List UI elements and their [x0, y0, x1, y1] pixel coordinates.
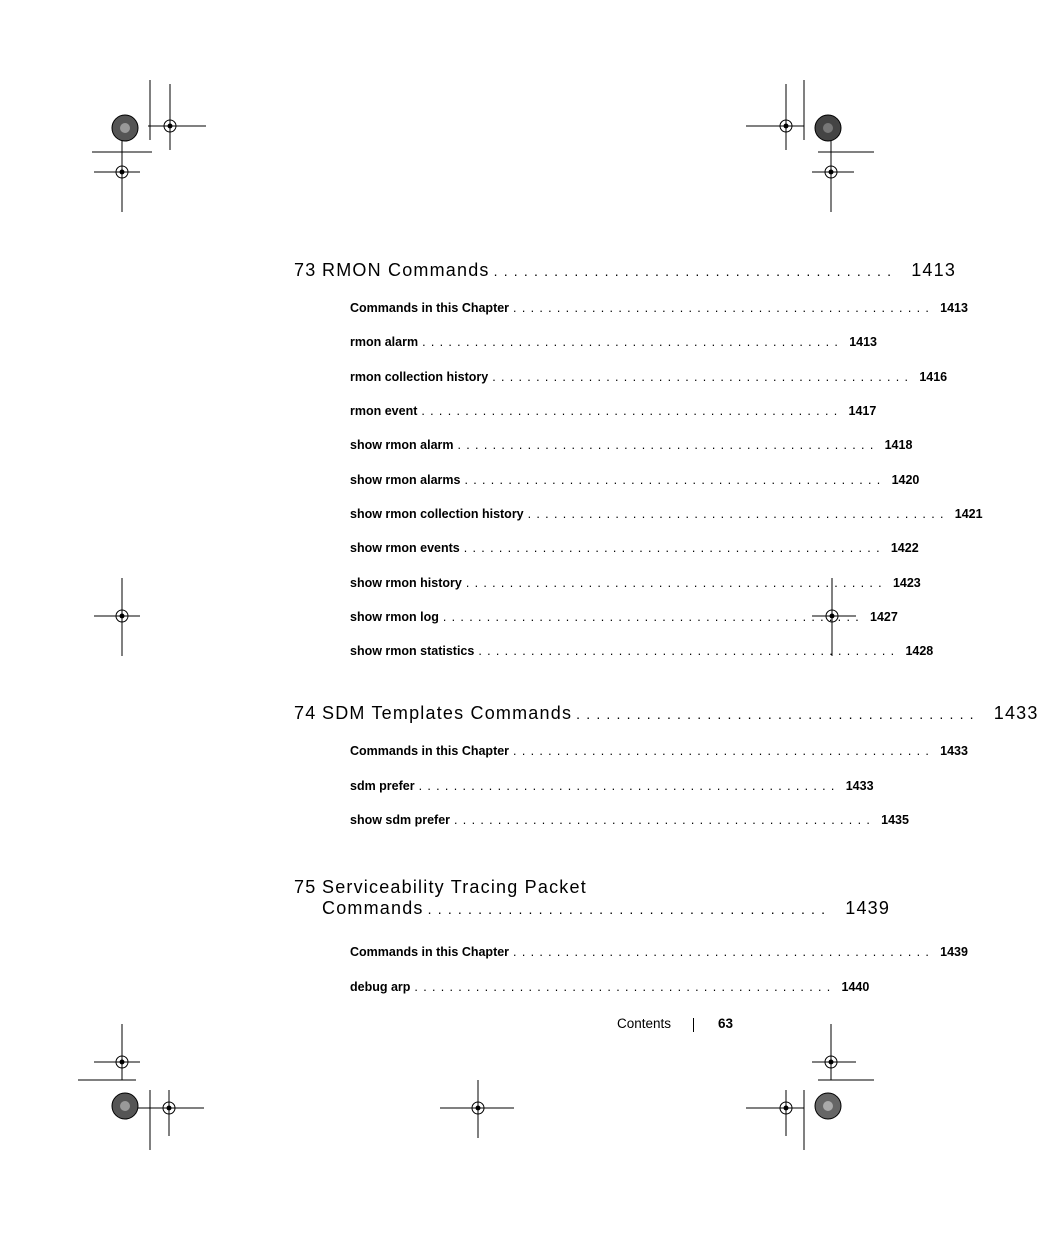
toc-entry[interactable]: [350, 325, 878, 359]
chapter-title-line1[interactable]: Serviceability Tracing Packet: [322, 877, 587, 898]
chapter-75-entries: [350, 935, 968, 1004]
dot-leader: ................................................: [463, 541, 885, 556]
toc-entry[interactable]: [350, 394, 877, 428]
dot-leader: ................................................: [442, 609, 864, 624]
dot-leader: ................................................: [414, 979, 836, 994]
chapter-73-entries: [350, 291, 983, 668]
entry-page[interactable]: 1440: [841, 979, 870, 994]
dot-leader: ................................................: [454, 813, 876, 827]
chapter-number: 75: [294, 877, 317, 898]
chapter-title-line2[interactable]: Commands: [322, 898, 424, 919]
registration-mark-top-left: [92, 80, 212, 212]
entry-page[interactable]: 1417: [848, 404, 877, 419]
chapter-73: [294, 255, 983, 668]
entry-page[interactable]: 1433: [940, 744, 968, 759]
entry-page[interactable]: 1422: [890, 541, 919, 556]
chapter-number: 74: [294, 703, 317, 724]
dot-leader: ................................................: [478, 644, 900, 659]
dot-leader: ................................................: [418, 778, 840, 793]
entry-page[interactable]: 1423: [892, 575, 921, 590]
entry-page[interactable]: 1421: [954, 506, 983, 521]
entry-page[interactable]: 1413: [849, 335, 878, 350]
dot-leader: ................................................: [492, 369, 914, 384]
chapter-page[interactable]: 1439: [845, 898, 891, 919]
entry-page[interactable]: 1418: [884, 438, 913, 453]
page-footer: [590, 1014, 740, 1034]
toc-entry[interactable]: [350, 291, 968, 325]
toc-entry[interactable]: [350, 803, 909, 837]
entry-page[interactable]: 1439: [940, 945, 968, 960]
toc-entry[interactable]: [350, 600, 898, 634]
entry-label[interactable]: sdm prefer: [350, 778, 415, 793]
toc-entry[interactable]: [350, 935, 968, 969]
footer-section: Contents: [617, 1016, 672, 1031]
chapter-page[interactable]: 1433: [993, 703, 1039, 724]
dot-leader: ................................................: [457, 438, 879, 453]
entry-page[interactable]: 1435: [881, 813, 909, 827]
dot-leader: ................................................: [422, 335, 844, 350]
toc-entry[interactable]: [350, 428, 913, 462]
chapter-title[interactable]: SDM Templates Commands: [322, 703, 573, 724]
toc-entry[interactable]: [350, 360, 948, 394]
entry-page[interactable]: 1416: [919, 369, 948, 384]
registration-mark-bottom-center: [438, 1080, 518, 1140]
page-number: 63: [718, 1016, 734, 1031]
entry-page[interactable]: 1433: [845, 778, 874, 793]
entry-label[interactable]: Commands in this Chapter: [350, 744, 510, 759]
entry-page[interactable]: 1413: [940, 301, 968, 316]
entry-label[interactable]: rmon event: [350, 404, 418, 419]
registration-mark-mid-left: [92, 578, 152, 656]
entry-label[interactable]: show sdm prefer: [350, 813, 451, 827]
chapter-number: 73: [294, 260, 317, 280]
toc-entry[interactable]: [350, 531, 919, 565]
dot-leader: ................................................: [513, 744, 935, 759]
entry-page[interactable]: 1428: [905, 644, 934, 659]
toc-entry[interactable]: [350, 769, 874, 803]
chapter-74-entries: [350, 734, 968, 837]
dot-leader: ................................................: [513, 945, 935, 960]
toc-entry[interactable]: [350, 497, 983, 531]
chapter-page[interactable]: 1413: [911, 260, 957, 280]
entry-label[interactable]: show rmon statistics: [350, 644, 475, 659]
toc-entry[interactable]: [350, 565, 921, 599]
chapter-74: [294, 698, 1039, 837]
chapter-75: [294, 877, 968, 1004]
footer-separator: [693, 1018, 694, 1032]
entry-label[interactable]: Commands in this Chapter: [350, 301, 510, 316]
dot-leader: ................................................: [421, 404, 843, 419]
entry-label[interactable]: show rmon log: [350, 609, 439, 624]
toc-entry[interactable]: [350, 734, 968, 768]
dot-leader: ................................................: [464, 472, 886, 487]
entry-label[interactable]: show rmon history: [350, 575, 462, 590]
entry-label[interactable]: show rmon events: [350, 541, 460, 556]
entry-label[interactable]: show rmon alarm: [350, 438, 454, 453]
dot-leader: ........................................: [576, 706, 980, 723]
toc-entry[interactable]: [350, 462, 920, 496]
dot-leader: ........................................: [493, 263, 898, 279]
entry-page[interactable]: 1420: [891, 472, 920, 487]
registration-mark-top-right: [742, 80, 877, 212]
registration-mark-bottom-right: [742, 1024, 877, 1154]
dot-leader: ................................................: [513, 301, 935, 316]
entry-label[interactable]: show rmon alarms: [350, 472, 461, 487]
dot-leader: ................................................: [527, 506, 949, 521]
table-of-contents: [294, 255, 1039, 1004]
toc-entry[interactable]: [350, 634, 934, 668]
chapter-title[interactable]: RMON Commands: [322, 260, 490, 280]
entry-label[interactable]: debug arp: [350, 979, 411, 994]
entry-label[interactable]: Commands in this Chapter: [350, 945, 510, 960]
entry-label[interactable]: show rmon collection history: [350, 506, 524, 521]
entry-label[interactable]: rmon alarm: [350, 335, 419, 350]
entry-label[interactable]: rmon collection history: [350, 369, 489, 384]
toc-entry[interactable]: [350, 969, 870, 1003]
entry-page[interactable]: 1427: [870, 609, 898, 624]
registration-mark-bottom-left: [78, 1024, 208, 1154]
dot-leader: ........................................: [427, 901, 832, 918]
dot-leader: ................................................: [465, 575, 887, 590]
